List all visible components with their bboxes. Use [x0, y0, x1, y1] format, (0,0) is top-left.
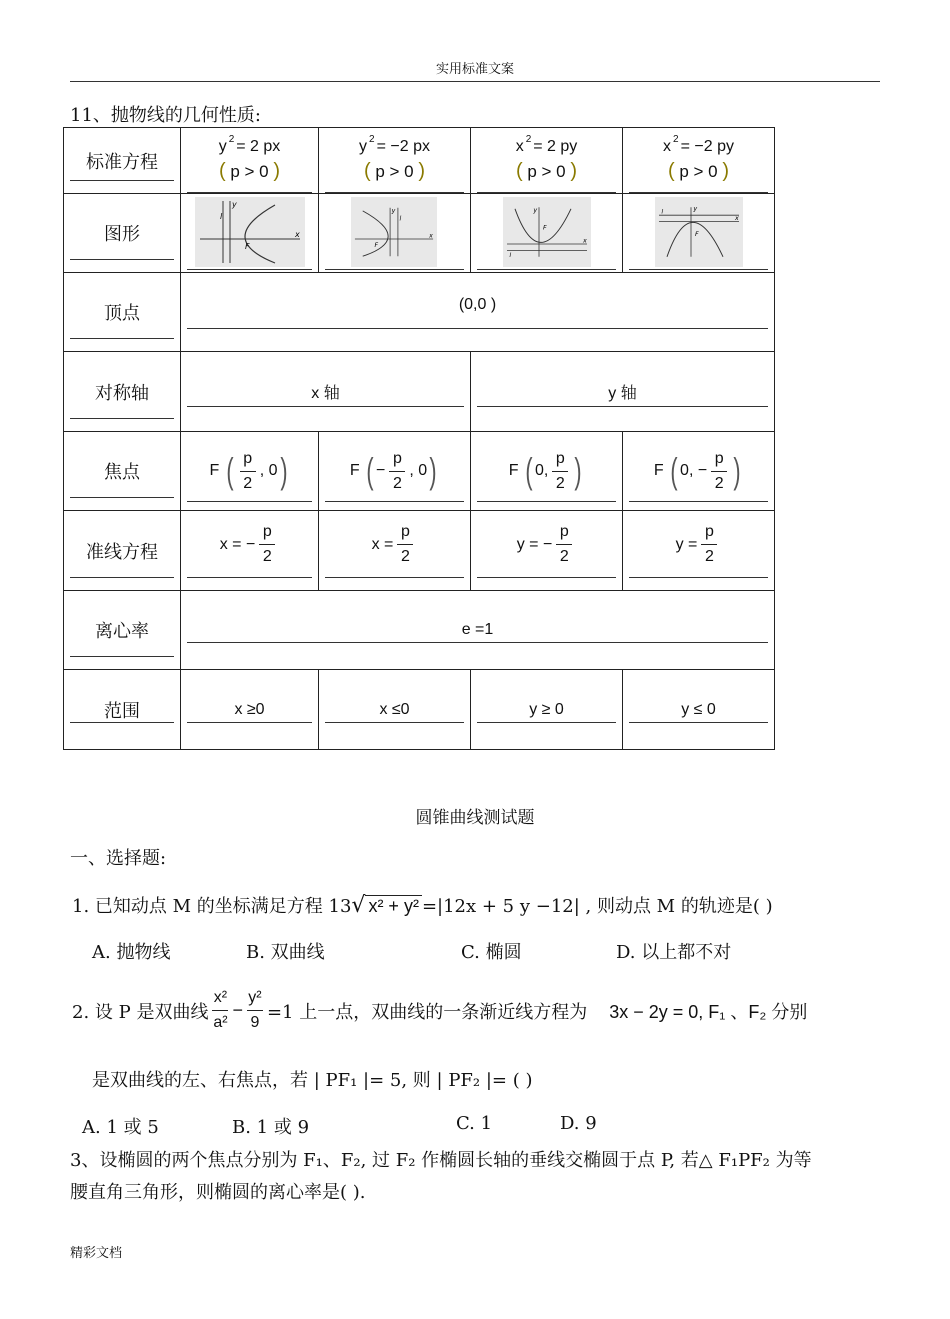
row-label: 范围 — [104, 700, 140, 722]
question-1: 1. 已知动点 M 的坐标满足方程 13√ x² + y² =|12x + 5 y −12| , 则动点 M 的轨迹是( ) — [72, 893, 773, 918]
directrix-cell — [623, 511, 775, 591]
svg-text:y: y — [232, 200, 237, 209]
svg-text:F: F — [374, 241, 379, 249]
svg-text:x: x — [429, 232, 433, 240]
range-value: x ≤0 — [379, 700, 410, 718]
parabola-down-graph — [655, 197, 743, 267]
page-header: 实用标准文案 — [435, 62, 514, 77]
range-cell — [623, 670, 775, 750]
svg-text:x: x — [295, 230, 300, 239]
row-label-cell — [64, 432, 181, 511]
row-label-cell — [64, 194, 181, 273]
row-label: 焦点 — [104, 462, 140, 483]
focus-value: F ( 0, $\frac{p}{2}$ ) — [508, 449, 582, 492]
q1-option-b: B. 双曲线 — [246, 942, 325, 963]
eccentricity-value: e =1 — [461, 621, 494, 638]
page-footer: 精彩文档 — [70, 1246, 123, 1261]
range-cell — [319, 670, 471, 750]
range-value: y ≤ 0 — [681, 700, 716, 718]
graph-cell — [319, 194, 471, 273]
svg-text:l: l — [509, 250, 512, 259]
parabola-up-graph — [503, 197, 591, 267]
row-label-cell — [64, 273, 181, 352]
q2-option-c: C. 1 — [456, 1113, 493, 1134]
svg-text:y: y — [533, 206, 538, 214]
range-cell — [181, 670, 319, 750]
row-label-cell — [64, 511, 181, 591]
row-label-cell — [64, 352, 181, 432]
parabola-right-graph — [195, 197, 305, 267]
equation: y $^2$ = −2 px — [359, 134, 430, 155]
svg-text:l: l — [661, 207, 664, 216]
axis-cell — [471, 352, 775, 432]
svg-text:F: F — [695, 230, 699, 238]
equation: y $^2$ = 2 px — [218, 134, 281, 155]
directrix-value: x = $\frac{p}{2}$ — [319, 511, 470, 578]
q1-option-a: A. 抛物线 — [92, 942, 171, 963]
condition: ( p > 0 ) — [515, 160, 578, 182]
svg-text:F: F — [245, 242, 250, 251]
equation-cell — [181, 128, 319, 194]
vertex-value: (0,0 ) — [458, 296, 497, 313]
focus-value: F ( $\frac{p}{2}$ , 0 ) — [209, 449, 288, 492]
graph-cell — [623, 194, 775, 273]
focus-value: F ( 0, − $\frac{p}{2}$ ) — [653, 449, 741, 492]
condition: ( p > 0 ) — [667, 160, 730, 182]
q1-option-d: D. 以上都不对 — [616, 942, 732, 963]
axis-value: y 轴 — [608, 385, 637, 402]
equation-cell — [471, 128, 623, 194]
svg-text:y: y — [693, 204, 698, 213]
directrix-value: y = − $\frac{p}{2}$ — [471, 511, 622, 578]
axis-value: x 轴 — [311, 385, 340, 402]
row-label: 标准方程 — [86, 151, 158, 173]
directrix-cell — [471, 511, 623, 591]
header-rule — [70, 81, 880, 82]
q2-option-b: B. 1 或 9 — [232, 1117, 310, 1138]
directrix-cell — [319, 511, 471, 591]
condition: ( p > 0 ) — [363, 160, 426, 182]
row-label-cell — [64, 128, 181, 194]
graph-cell — [471, 194, 623, 273]
equation: x $^2$ = −2 py — [663, 134, 734, 155]
directrix-value: y = $\frac{p}{2}$ — [623, 511, 774, 578]
range-value: y ≥ 0 — [529, 700, 564, 718]
equation-cell — [319, 128, 471, 194]
q2-option-a: A. 1 或 5 — [82, 1117, 159, 1138]
svg-text:l: l — [220, 212, 223, 221]
eccentricity-cell — [181, 591, 775, 670]
directrix-cell — [181, 511, 319, 591]
q1-option-c: C. 椭圆 — [461, 942, 522, 963]
q2-option-d: D. 9 — [560, 1113, 597, 1134]
row-label: 准线方程 — [86, 541, 158, 563]
svg-text:x: x — [583, 236, 587, 245]
svg-text:F: F — [543, 223, 547, 232]
svg-text:x: x — [735, 214, 739, 222]
equation-cell — [623, 128, 775, 194]
axis-cell — [181, 352, 471, 432]
row-label-cell — [64, 670, 181, 750]
row-label: 离心率 — [95, 621, 149, 642]
range-cell — [471, 670, 623, 750]
vertex-cell — [181, 273, 775, 352]
focus-cell — [319, 432, 471, 511]
focus-cell — [181, 432, 319, 511]
condition: ( p > 0 ) — [218, 160, 281, 182]
part-one-heading: 一、选择题: — [70, 848, 167, 869]
svg-text:l: l — [399, 215, 402, 223]
row-label: 对称轴 — [95, 382, 149, 404]
equation: x $^2$ = 2 py — [515, 134, 578, 155]
question-2-line-2: 是双曲线的左、右焦点，若 | PF₁ |= 5, 则 | PF₂ |= ( ) — [92, 1070, 533, 1091]
svg-text:y: y — [391, 207, 396, 215]
test-title: 圆锥曲线测试题 — [415, 808, 535, 828]
range-value: x ≥0 — [234, 700, 265, 718]
question-3: 3、设椭圆的两个焦点分别为 F₁、F₂, 过 F₂ 作椭圆长轴的垂线交椭圆于点 P, 若△ F₁PF₂ 为等 — [70, 1150, 812, 1171]
focus-value: F ( − $\frac{p}{2}$ , 0 ) — [349, 449, 437, 492]
section-11-title: 11、抛物线的几何性质: — [70, 105, 261, 126]
graph-cell — [181, 194, 319, 273]
directrix-value: x = − $\frac{p}{2}$ — [181, 511, 318, 578]
row-label-cell — [64, 591, 181, 670]
row-label: 图形 — [104, 224, 140, 245]
parabola-properties-table — [63, 127, 775, 750]
row-label: 顶点 — [104, 303, 140, 324]
question-3-line-2: 腰直角三角形，则椭圆的离心率是( ). — [70, 1182, 366, 1203]
focus-cell — [623, 432, 775, 511]
parabola-left-graph — [351, 197, 437, 267]
focus-cell — [471, 432, 623, 511]
question-2: 2. 设 P 是双曲线 $\frac{\text{x²}}{\text{a²}}$ − $\frac{\text{y²}}{9}$ =1 上一点，双曲线的一条渐近线方程为 3x − 2y = 0, F₁ 、F₂ 分别 — [72, 989, 808, 1031]
